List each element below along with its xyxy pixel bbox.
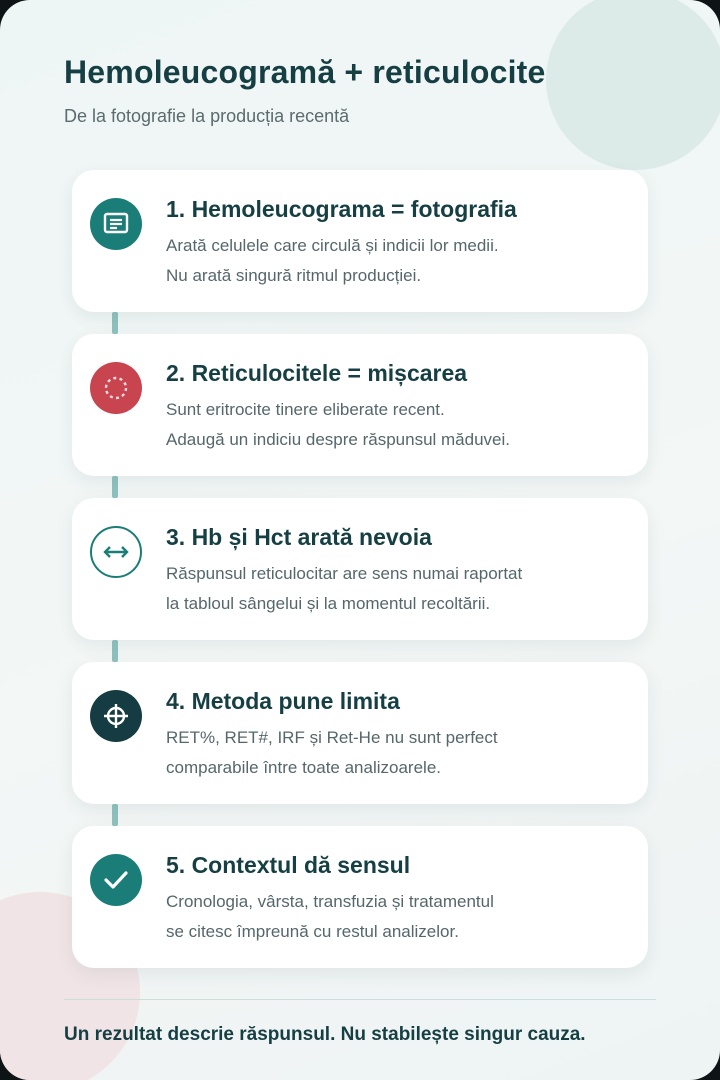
step-connector <box>112 804 118 826</box>
footer-divider <box>64 999 656 1000</box>
check-icon <box>90 854 142 906</box>
page-subtitle: De la fotografie la producția recentă <box>64 106 350 126</box>
arrows-icon <box>90 526 142 578</box>
step-title: 4. Metoda pune limita <box>166 688 400 714</box>
step-card-5 <box>72 826 648 968</box>
step-title: 5. Contextul dă sensul <box>166 852 411 878</box>
step-description-line: RET%, RET#, IRF și Ret-He nu sunt perfect <box>166 728 498 747</box>
crosshair-icon <box>90 690 142 742</box>
footer-note: Un rezultat descrie răspunsul. Nu stabilește singur cauza. <box>64 1024 586 1045</box>
step-description-line: Răspunsul reticulocitar are sens numai raportat <box>166 564 523 583</box>
step-card-4 <box>72 662 648 804</box>
step-card-2 <box>72 334 648 476</box>
step-description-line: Sunt eritrocite tinere eliberate recent. <box>166 400 445 419</box>
step-description-line: la tabloul sângelui și la momentul recoltării. <box>166 594 491 613</box>
step-card-1 <box>72 170 648 312</box>
step-description-line: Arată celulele care circulă și indicii lor medii. <box>166 236 499 255</box>
step-title: 3. Hb și Hct arată nevoia <box>166 524 432 550</box>
step-description-line: se citesc împreună cu restul analizelor. <box>166 922 459 941</box>
step-connector <box>112 476 118 498</box>
report-icon <box>90 198 142 250</box>
step-connector <box>112 640 118 662</box>
step-description-line: Nu arată singură ritmul producției. <box>166 266 422 285</box>
step-description-line: Cronologia, vârsta, transfuzia și tratamentul <box>166 892 494 911</box>
step-card-3 <box>72 498 648 640</box>
step-title: 1. Hemoleucograma = fotografia <box>166 196 517 222</box>
decorative-circle-top <box>546 0 720 170</box>
cell-icon <box>90 362 142 414</box>
step-description-line: Adaugă un indiciu despre răspunsul măduvei. <box>166 430 511 449</box>
step-title: 2. Reticulocitele = mișcarea <box>166 360 468 386</box>
step-description-line: comparabile între toate analizoarele. <box>166 758 441 777</box>
page-title: Hemoleucogramă + reticulocite <box>64 54 546 90</box>
step-connector <box>112 312 118 334</box>
